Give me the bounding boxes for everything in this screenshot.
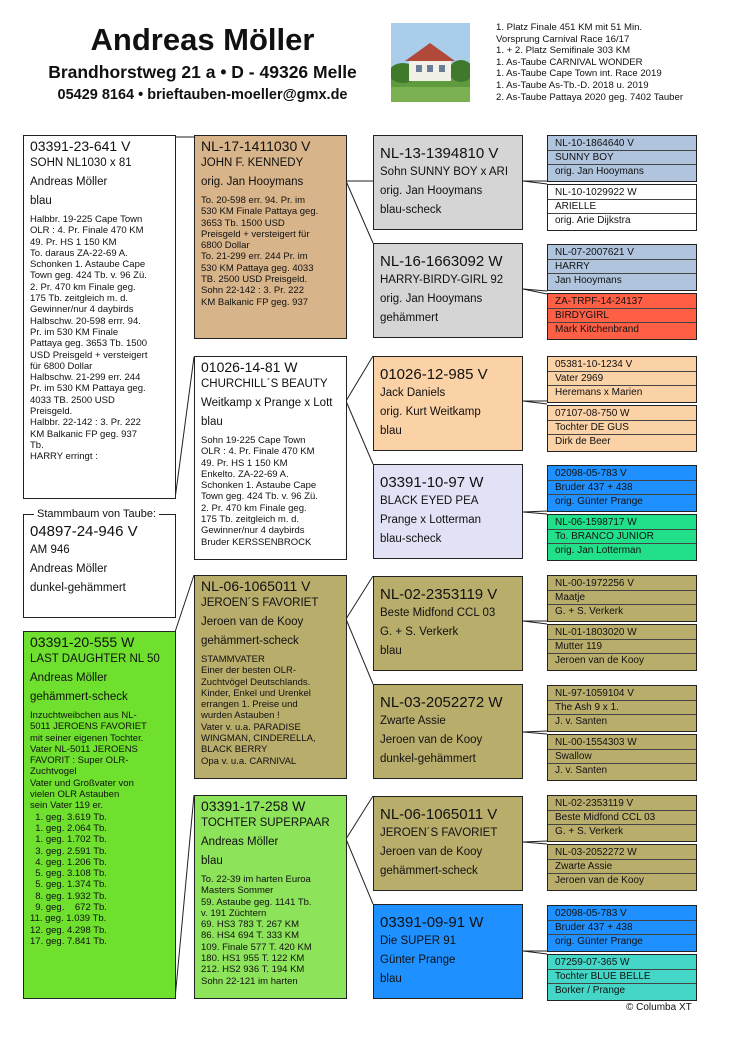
ring-number: NL-00-1554303 W <box>555 737 637 748</box>
dam-card <box>23 631 176 999</box>
pigeon-name: Mutter 119 <box>555 641 603 652</box>
achievement-line: 1. Platz Finale 451 KM mit 51 Min. <box>496 22 643 33</box>
ring-number: 03391-20-555 W <box>30 634 135 650</box>
pigeon-name: To. BRANCO JUNIOR <box>555 531 654 542</box>
great-grandparent-card <box>547 244 697 291</box>
sire-dam-card <box>194 356 347 560</box>
pigeon-name: HARRY-BIRDY-GIRL 92 <box>380 274 504 286</box>
color: blau <box>380 425 402 437</box>
pigeon-name: JEROEN´S FAVORIET <box>380 827 498 839</box>
color: dunkel-gehämmert <box>30 582 126 594</box>
pigeon-name: LAST DAUGHTER NL 50 <box>30 653 160 665</box>
pigeon-name: SUNNY BOY <box>555 152 614 163</box>
breeder: Jan Hooymans <box>555 275 622 286</box>
color: blau <box>201 855 223 867</box>
great-grandparent-card <box>547 844 697 891</box>
color: gehämmert-scheck <box>30 691 128 703</box>
pigeon-notes: To. 22-39 im harten Euroa Masters Sommer 59. Astaube geg. 1141 Tb. v. 191 Züchtern 69. HS3 783 T. 267 KM 86. HS4 694 T. 333 KM 109. Finale 577 T. 420 KM 180. HS1 955 T. 122 KM 212. HS2 936 T. 194 KM Sohn 22-121 im harten <box>201 874 312 987</box>
achievement-line: 1. As-Taube As-Tb.-D. 2018 u. 2019 <box>496 79 649 91</box>
pigeon-name: Die SUPER 91 <box>380 935 457 947</box>
ring-number: NL-97-1059104 V <box>555 688 634 699</box>
dam-dam-card <box>194 795 347 999</box>
ring-number: ZA-TRPF-14-24137 <box>555 296 643 307</box>
breeder: Günter Prange <box>380 954 456 966</box>
color: gehämmert-scheck <box>201 635 299 647</box>
grandparent-card <box>373 796 523 891</box>
ring-number: 01026-12-985 V <box>380 366 488 383</box>
grandparent-card <box>373 356 523 451</box>
grandparent-card <box>373 464 523 559</box>
ring-number: 02098-05-783 V <box>555 468 627 479</box>
pigeon-name: SOHN NL1030 x 81 <box>30 157 132 169</box>
great-grandparent-card <box>547 293 697 340</box>
pigeon-name: Vater 2969 <box>555 373 604 384</box>
breeder: Andreas Möller <box>30 563 108 575</box>
breeder: Dirk de Beer <box>555 436 611 447</box>
ring-number: NL-07-2007621 V <box>555 247 634 258</box>
ring-number: NL-10-1864640 V <box>555 138 634 149</box>
great-grandparent-card <box>547 795 697 842</box>
breeder: orig. Jan Lotterman <box>555 545 642 556</box>
breeder: J. v. Santen <box>555 716 608 727</box>
breeder-address: Brandhorstweg 21 a • D - 49326 Melle <box>48 62 357 82</box>
ring-number: NL-00-1972256 V <box>555 578 634 589</box>
pigeon-name: Bruder 437 + 438 <box>555 922 633 933</box>
ring-number: NL-03-2052272 W <box>380 694 503 711</box>
pigeon-name: BLACK EYED PEA <box>380 495 479 507</box>
ring-number: 03391-17-258 W <box>201 798 306 814</box>
great-grandparent-card <box>547 734 697 781</box>
achievement-line: 2. As-Taube Pattaya 2020 geg. 7402 Tauber <box>496 91 684 103</box>
breeder: orig. Günter Prange <box>555 496 643 507</box>
pigeon-name: Bruder 437 + 438 <box>555 482 633 493</box>
grandparent-card <box>373 576 523 671</box>
grandparent-card <box>373 135 523 230</box>
ring-number: 03391-23-641 V <box>30 138 131 154</box>
sire-card <box>194 135 347 339</box>
breeder: Jeroen van de Kooy <box>555 875 644 886</box>
pigeon-name: The Ash 9 x 1. <box>555 702 619 713</box>
breeder: orig. Arie Dijkstra <box>555 215 631 226</box>
breeder: Prange x Lotterman <box>380 514 482 526</box>
ring-number: 04897-24-946 V <box>30 523 138 540</box>
great-grandparent-card <box>547 905 697 952</box>
breeder: G. + S. Verkerk <box>555 606 624 617</box>
achievement-line: 1. As-Taube Cape Town int. Race 2019 <box>496 68 662 80</box>
great-grandparent-card <box>547 184 697 231</box>
pigeon-name: Tochter BLUE BELLE <box>555 971 651 982</box>
subject-pigeon-card <box>23 135 176 499</box>
achievement-line: 1. + 2. Platz Semifinale 303 KM <box>496 45 631 57</box>
ring-number: NL-02-2353119 V <box>555 798 634 809</box>
pigeon-notes: STAMMVATER Einer der besten OLR- Zuchtvögel Deutschlands. Kinder, Enkel und Urenkel errangen 1. Preise und wurden Astauben ! Vater v. u.a. PARADISE WINGMAN, CINDERELLA, BLACK BERRY Opa v. u.a. CARNIVAL <box>201 654 316 767</box>
ring-number: NL-06-1598717 W <box>555 517 637 528</box>
ring-number: 07259-07-365 W <box>555 957 630 968</box>
color: blau <box>30 195 52 207</box>
color: blau <box>380 645 402 657</box>
breeder: Jeroen van de Kooy <box>380 846 483 858</box>
breeder: G. + S. Verkerk <box>380 626 459 638</box>
breeder: Weitkamp x Prange x Lott <box>201 397 333 409</box>
great-grandparent-card <box>547 685 697 732</box>
pigeon-name: HARRY <box>555 261 590 272</box>
ring-number: 03391-09-91 W <box>380 914 484 931</box>
pigeon-name: Tochter DE GUS <box>555 422 629 433</box>
ring-number: NL-16-1663092 W <box>380 253 503 270</box>
breeder: Andreas Möller <box>30 176 108 188</box>
breeder: orig. Kurt Weitkamp <box>380 406 481 418</box>
breeder: Jeroen van de Kooy <box>555 655 644 666</box>
breeder: G. + S. Verkerk <box>555 826 624 837</box>
color: blau <box>201 416 223 428</box>
pigeon-notes: Sohn 19-225 Cape Town OLR : 4. Pr. Finale 470 KM 49. Pr. HS 1 150 KM Enkelto. ZA-22-69 A. Schonken 1. Astaube Cape Town geg. 424 Tb. v. 96 Zü. 2. Pr. 470 km Finale geg. 175 Tb. zeitgleich m. d. Gewinner/nur 4 daybirds Bruder KERSSENBROCK <box>201 435 318 548</box>
breeder: Andreas Möller <box>201 836 279 848</box>
breeder: Andreas Möller <box>30 672 108 684</box>
pigeon-name: Maatje <box>555 592 586 603</box>
ring-number: NL-13-1394810 V <box>380 145 499 162</box>
breeder: Heremans x Marien <box>555 387 643 398</box>
breeder: orig. Jan Hooymans <box>380 185 483 197</box>
breeder-contact: 05429 8164 • brieftauben-moeller@gmx.de <box>57 87 348 103</box>
pigeon-name: Beste Midfond CCL 03 <box>380 607 496 619</box>
ring-number: NL-10-1029922 W <box>555 187 637 198</box>
breeder: Jeroen van de Kooy <box>201 616 304 628</box>
copyright-footer: © Columba XT <box>626 1002 692 1013</box>
color: gehämmert-scheck <box>380 865 478 877</box>
pigeon-name: BIRDYGIRL <box>555 310 609 321</box>
pigeon-name: Jack Daniels <box>380 387 446 399</box>
great-grandparent-card <box>547 514 697 561</box>
pigeon-notes: To. 20-598 err. 94. Pr. im 530 KM Finale Pattaya geg. 3653 Tb. 1500 USD Preisgeld + versteigert für 6800 Dollar To. 21-299 err. 244 Pr. im 530 KM Pattaya geg. 4033 TB. 2500 USD Preisgeld. Sohn 22-142 : 3. Pr. 222 KM Balkanic FP geg. 937 <box>201 195 319 308</box>
breeder: Borker / Prange <box>555 985 626 996</box>
ring-number: NL-01-1803020 W <box>555 627 637 638</box>
ring-number: NL-06-1065011 V <box>201 578 311 594</box>
breeder: orig. Günter Prange <box>555 936 643 947</box>
breeder: orig. Jan Hooymans <box>380 293 483 305</box>
ring-number: 02098-05-783 V <box>555 908 627 919</box>
great-grandparent-card <box>547 465 697 512</box>
pigeon-name: TOCHTER SUPERPAAR <box>201 817 330 829</box>
pigeon-name: Swallow <box>555 751 592 762</box>
grandparent-card <box>373 904 523 999</box>
ring-number: 07107-08-750 W <box>555 408 630 419</box>
pigeon-name: Beste Midfond CCL 03 <box>555 812 656 823</box>
pigeon-name: ARIELLE <box>555 201 597 212</box>
dam-sire-card <box>194 575 347 779</box>
great-grandparent-card <box>547 624 697 671</box>
ring-number: 03391-10-97 W <box>380 474 484 491</box>
pigeon-notes: Halbbr. 19-225 Cape Town OLR : 4. Pr. Finale 470 KM 49. Pr. HS 1 150 KM To. daraus ZA-22-69 A. Schonken 1. Astaube Cape Town geg. 424 Tb. v. 96 Zü. 2. Pr. 470 km Finale geg. 175 Tb. zeitgleich m. d. Gewinner/nur 4 daybirds Halbschw. 20-598 errr. 94. Pr. im 530 KM Finale Pattaya geg. 3653 Tb. 1500 USD Preisgeld + versteigert für 6800 Dollar Halbschw. 21-299 err. 244 Pr. im 530 KM Pattaya geg. 4033 TB. 2500 USD Preisgeld. Halbbr. 22-142 : 3. Pr. 222 KM Balkanic FP geg. 937 Tb. HARRY erringt : <box>30 214 148 463</box>
breeder: J. v. Santen <box>555 765 608 776</box>
ring-number: NL-06-1065011 V <box>380 806 498 823</box>
great-grandparent-card <box>547 356 697 403</box>
breeder: orig. Jan Hooymans <box>201 176 304 188</box>
pigeon-name: Sohn SUNNY BOY x ARI <box>380 166 509 178</box>
achievement-line: 1. As-Taube CARNIVAL WONDER <box>496 56 643 68</box>
color: dunkel-gehämmert <box>380 753 476 765</box>
grandparent-card <box>373 684 523 779</box>
breeder: Jeroen van de Kooy <box>380 734 483 746</box>
ring-number: NL-03-2052272 W <box>555 847 637 858</box>
ring-number: 05381-10-1234 V <box>555 359 633 370</box>
pigeon-name: Zwarte Assie <box>380 715 446 727</box>
ring-number: NL-02-2353119 V <box>380 586 498 603</box>
great-grandparent-card <box>547 135 697 182</box>
color: gehämmert <box>380 312 439 324</box>
color: blau-scheck <box>380 533 442 545</box>
breeder: orig. Jan Hooymans <box>555 166 644 177</box>
breeder: Mark Kitchenbrand <box>555 324 639 335</box>
color: blau <box>380 973 402 985</box>
color: blau-scheck <box>380 204 442 216</box>
pigeon-name: JEROEN´S FAVORIET <box>201 597 319 609</box>
ring-number: NL-17-1411030 V <box>201 138 311 154</box>
grandparent-card <box>373 243 523 338</box>
stammbaum-card <box>23 514 176 618</box>
great-grandparent-card <box>547 954 697 1001</box>
stammbaum-label: Stammbaum von Taube: <box>34 508 159 520</box>
pigeon-name: JOHN F. KENNEDY <box>201 157 304 169</box>
pigeon-notes: Inzuchtweibchen aus NL- 5011 JEROENS FAVORIET mit seiner eigenen Tochter. Vater NL-5011 JEROENS FAVORIT : Super OLR- Zuchtvogel Vater und Großvater von vielen OLR Astauben sein Vater 119 er. 1. geg. 3.619 Tb. 1. geg. 2.064 Tb. 1. geg. 1.702 Tb. 3. geg. 2.591 Tb. 4. geg. 1.206 Tb. 5. geg. 3.108 Tb. 5. geg. 1.374 Tb. 8. geg. 1.932 Tb. 9. geg. 672 Tb. 11. geg. 1.039 Tb. 12. geg. 4.298 Tb. 17. geg. 7.841 Tb. <box>30 710 147 947</box>
pigeon-name: Zwarte Assie <box>555 861 613 872</box>
pigeon-name: CHURCHILL´S BEAUTY <box>201 378 328 390</box>
great-grandparent-card <box>547 405 697 452</box>
pigeon-name: AM 946 <box>30 544 70 556</box>
great-grandparent-card <box>547 575 697 622</box>
breeder-name: Andreas Möller <box>90 22 315 57</box>
ring-number: 01026-14-81 W <box>201 359 298 375</box>
achievement-line: Vorsprung Carnival Race 16/17 <box>496 33 630 45</box>
